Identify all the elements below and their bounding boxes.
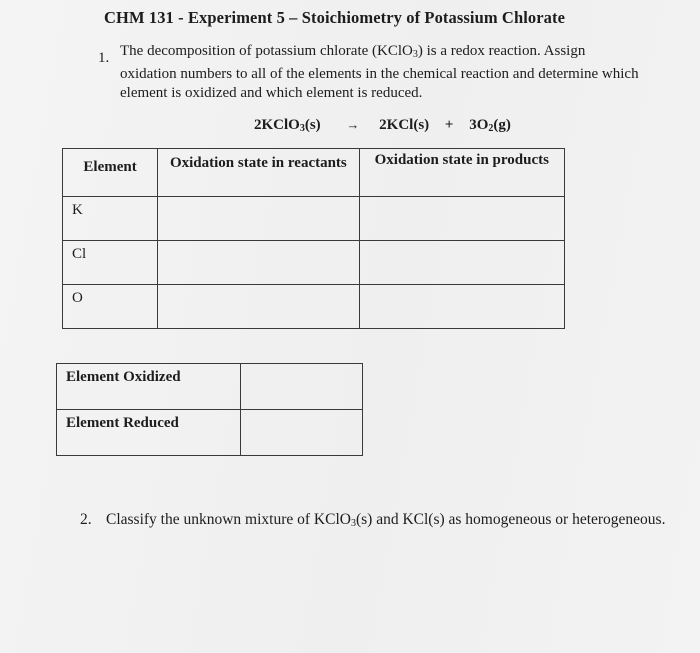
product-state-input-cell[interactable] <box>359 285 564 329</box>
reactant-state-input-cell[interactable] <box>158 197 359 241</box>
product-2-state: (g) <box>493 117 511 133</box>
question-1-text-rest: ) is a redox reaction. Assign oxidation numbers to all of the elements in the chemical reaction and determine which element is oxidized and which element is reduced. <box>120 43 639 101</box>
reaction-equation <box>254 117 511 134</box>
plus-sign: + <box>444 117 454 133</box>
question-2-number: 2. <box>80 511 92 528</box>
question-2-text <box>106 509 666 534</box>
page-title: CHM 131 - Experiment 5 – Stoichiometry of Potassium Chlorate <box>104 8 566 27</box>
element-reduced-input-cell[interactable] <box>241 410 363 456</box>
element-cell: O <box>63 285 158 329</box>
question-2-subscript: 3 <box>350 518 356 529</box>
question-1-number: 1. <box>98 50 110 66</box>
product-2-formula: 3O <box>469 117 489 133</box>
element-oxidized-label: Element Oxidized <box>57 364 241 410</box>
redox-answer-table <box>56 363 363 456</box>
product-state-input-cell[interactable] <box>359 197 564 241</box>
element-reduced-label: Element Reduced <box>57 410 241 456</box>
element-cell: Cl <box>63 241 158 285</box>
header-reactants: Oxidation state in reactants <box>158 149 359 197</box>
reactant-state: (s) <box>304 117 321 133</box>
oxidation-state-table <box>62 148 565 329</box>
reactant <box>254 117 321 133</box>
question-2-text-start: Classify the unknown mixture of KClO <box>106 511 351 528</box>
table-row <box>63 285 565 329</box>
product-2 <box>469 117 511 133</box>
reactant-subscript: 3 <box>299 123 305 134</box>
table-row <box>57 364 363 410</box>
table-row <box>57 410 363 456</box>
table-header-row <box>63 149 565 197</box>
product-1: 2KCl(s) <box>379 117 430 133</box>
reaction-arrow-icon: → <box>346 117 360 132</box>
product-state-input-cell[interactable] <box>359 241 564 285</box>
element-cell: K <box>63 197 158 241</box>
table-row <box>63 197 565 241</box>
reactant-formula: 2KClO <box>254 117 300 133</box>
reactant-state-input-cell[interactable] <box>158 241 359 285</box>
table-row <box>63 241 565 285</box>
question-1-text <box>120 42 640 104</box>
reactant-state-input-cell[interactable] <box>158 285 359 329</box>
question-2-text-rest: (s) and KCl(s) as homogeneous or heterogeneous. <box>355 511 666 528</box>
product-2-subscript: 2 <box>488 123 494 134</box>
question-1-text-start: The decomposition of potassium chlorate (KClO <box>120 43 413 59</box>
element-oxidized-input-cell[interactable] <box>241 364 363 410</box>
question-1-subscript: 3 <box>412 49 418 60</box>
header-element: Element <box>63 149 158 197</box>
header-products: Oxidation state in products <box>359 149 564 197</box>
